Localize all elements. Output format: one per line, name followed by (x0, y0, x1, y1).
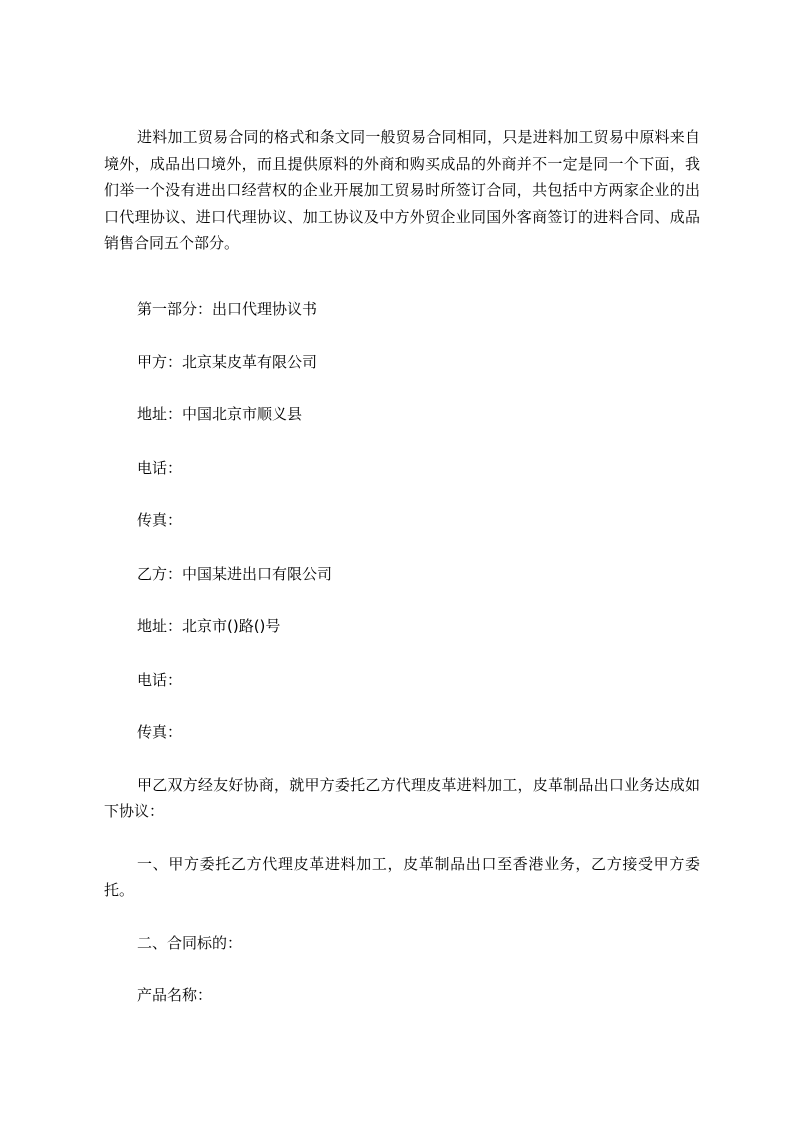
spacer (104, 587, 700, 613)
spacer (104, 481, 700, 507)
party-a-fax: 传真： (137, 511, 183, 529)
document-body (104, 124, 700, 1009)
intro-paragraph: 进料加工贸易合同的格式和条文同一般贸易合同相同，只是进料加工贸易中原料来自境外，成品出口境外，而且提供原料的外商和购买成品的外商并不一定是同一个下面，我们举一个没有进出口经营权的企业开展加工贸易时所签订合同，共包括中方两家企业的出口代理协议、进口代理协议、加工协议及中方外贸企业同国外客商签订的进料合同、成品销售合同五个部分。 (104, 128, 700, 252)
party-a-phone: 电话： (137, 458, 183, 477)
spacer (104, 746, 700, 772)
spacer (104, 904, 700, 930)
spacer (104, 640, 700, 667)
spacer (104, 428, 700, 455)
spacer (104, 375, 700, 401)
party-b-fax: 传真： (137, 723, 183, 741)
party-b-address: 地址：北京市()路()号 (137, 617, 281, 635)
party-a-address: 地址：中国北京市顺义县 (137, 405, 303, 423)
clause-1: 一、甲方委托乙方代理皮革进料加工，皮革制品出口至香港业务，乙方接受甲方委托。 (104, 854, 700, 899)
spacer (104, 693, 700, 719)
spacer (104, 825, 700, 851)
party-b-phone: 电话： (137, 670, 183, 689)
party-b-name: 乙方：中国某进出口有限公司 (137, 564, 333, 583)
spacer (104, 323, 700, 349)
spacer (104, 956, 700, 982)
part-heading: 第一部分：出口代理协议书 (137, 300, 318, 318)
product-name-field: 产品名称： (137, 986, 213, 1004)
agreement-intro: 甲乙双方经友好协商，就甲方委托乙方代理皮革进料加工，皮革制品出口业务达成如下协议： (104, 775, 700, 820)
spacer (104, 534, 700, 561)
spacer (104, 257, 700, 296)
clause-2: 二、合同标的： (137, 933, 243, 952)
party-a-name: 甲方：北京某皮革有限公司 (137, 352, 318, 371)
